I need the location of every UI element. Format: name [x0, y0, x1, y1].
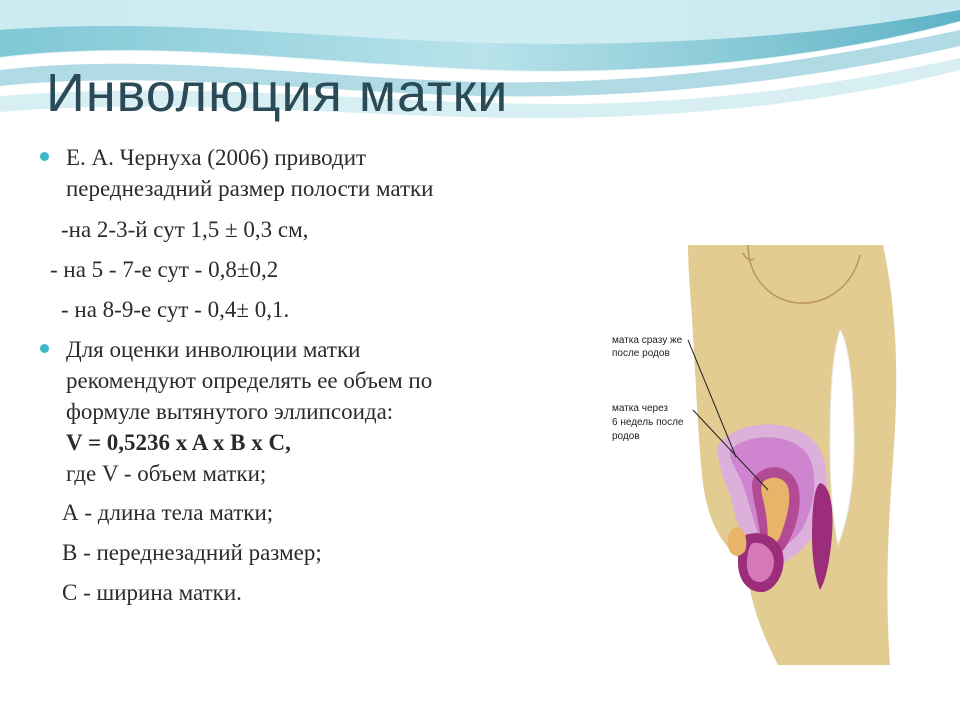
label-uterus-six-weeks-line2: 6 недель после — [612, 417, 684, 428]
volume-formula: V = 0,5236 x A x B x C, — [66, 430, 291, 455]
text-line: Для оценки инволюции матки — [66, 337, 361, 362]
sub-list-days — [40, 210, 580, 330]
label-uterus-after-birth-line2: после родов — [612, 348, 670, 359]
uterus-involution-illustration — [598, 245, 920, 665]
sub-item-days-2-3: -на 2-3-й сут 1,5 ± 0,3 см, — [61, 217, 309, 242]
sub-item-days-8-9: - на 8-9-е сут - 0,4± 0,1. — [61, 297, 290, 322]
variable-a-definition: А - длина тела матки; — [62, 500, 274, 525]
text-line: переднезадний размер полости матки — [66, 176, 434, 201]
slide-body — [40, 142, 580, 613]
label-uterus-six-weeks: матка через — [612, 403, 668, 414]
slide-title: Инволюция матки — [46, 63, 509, 123]
label-uterus-six-weeks-line3: родов — [612, 431, 640, 442]
text-line: формуле вытянутого эллипсоида: — [66, 399, 394, 424]
bullet-dot-icon — [40, 152, 49, 161]
text-line: Е. А. Чернуха (2006) приводит — [66, 145, 367, 170]
variable-b-definition: В - переднезадний размер; — [62, 540, 322, 565]
variable-c-definition: С - ширина матки. — [62, 580, 242, 605]
label-uterus-after-birth: матка сразу же — [612, 335, 683, 346]
formula-where: где V - объем матки; — [66, 461, 267, 486]
sub-item-days-5-7: - на 5 - 7-е сут - 0,8±0,2 — [50, 257, 279, 282]
sub-list-variables — [40, 493, 580, 613]
bullet-paragraph-2 — [40, 334, 580, 489]
text-line: рекомендуют определять ее объем по — [66, 368, 433, 393]
bullet-paragraph-1 — [40, 142, 580, 204]
bullet-dot-icon — [40, 344, 49, 353]
